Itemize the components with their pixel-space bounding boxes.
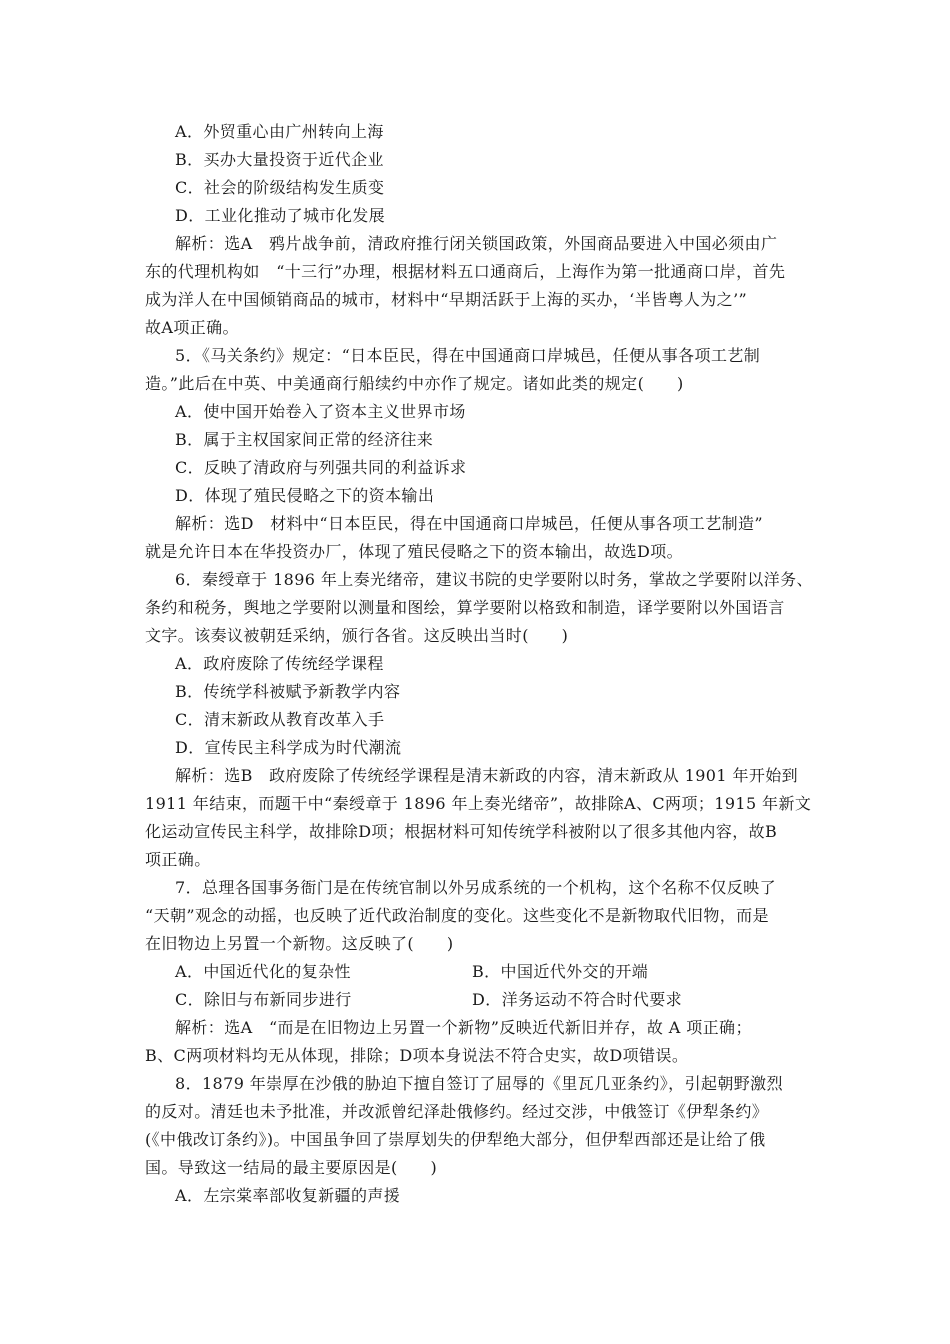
q4-option-d: D．工业化推动了城市化发展 [175,206,386,225]
q6-option-d: D．宣传民主科学成为时代潮流 [175,738,402,757]
q4-analysis-line: 解析：选A 鸦片战争前，清政府推行闭关锁国政策，外国商品要进入中国必须由广 [175,234,778,253]
q8-option-a: A．左宗棠率部收复新疆的声援 [175,1186,401,1205]
q7-stem-line: “天朝”观念的动摇，也反映了近代政治制度的变化。这些变化不是新物取代旧物，而是 [145,906,769,925]
q7-option-a: A．中国近代化的复杂性 [175,962,351,981]
q5-option-c: C．反映了清政府与列强共同的利益诉求 [175,458,467,477]
q7-analysis-line: B、C两项材料均无从体现，排除；D项本身说法不符合史实，故D项错误。 [145,1046,689,1065]
q4-option-a: A．外贸重心由广州转向上海 [175,122,384,141]
q7-stem-line: 7．总理各国事务衙门是在传统官制以外另成系统的一个机构，这个名称不仅反映了 [175,878,776,897]
q4-analysis-line: 故A项正确。 [145,318,239,337]
q5-analysis-line: 解析：选D 材料中“日本臣民，得在中国通商口岸城邑，任便从事各项工艺制造” [175,514,763,533]
q5-stem-line: 造。”此后在中英、中美通商行船续约中亦作了规定。诸如此类的规定( ) [145,374,684,393]
q7-option-b: B．中国近代外交的开端 [472,962,649,981]
q8-stem-line: 的反对。清廷也未予批准，并改派曾纪泽赴俄修约。经过交涉，中俄签订《伊犁条约》 [145,1102,769,1121]
q6-option-b: B．传统学科被赋予新教学内容 [175,682,401,701]
q5-stem-line: 5．《马关条约》规定：“日本臣民，得在中国通商口岸城邑，任便从事各项工艺制 [175,346,761,365]
q7-analysis-line: 解析：选A “而是在旧物边上另置一个新物”反映近代新旧并存，故 A 项正确； [175,1018,752,1037]
q6-stem-line: 6．秦绶章于 1896 年上奏光绪帝，建议书院的史学要附以时务，掌故之学要附以洋务、 [175,570,813,589]
q6-analysis-line: 1911 年结束，而题干中“秦绶章于 1896 年上奏光绪帝”，故排除A、C两项；1915 年新文 [145,794,812,813]
q8-stem-line: 国。导致这一结局的最主要原因是( ) [145,1158,438,1177]
q5-option-b: B．属于主权国家间正常的经济往来 [175,430,434,449]
q6-option-c: C．清末新政从教育改革入手 [175,710,385,729]
q5-option-d: D．体现了殖民侵略之下的资本输出 [175,486,435,505]
q6-analysis-line: 项正确。 [145,850,211,869]
q6-stem-line: 文字。该奏议被朝廷采纳，颁行各省。这反映出当时( ) [145,626,569,645]
q7-stem-line: 在旧物边上另置一个新物。这反映了( ) [145,934,454,953]
q4-analysis-line: 成为洋人在中国倾销商品的城市，材料中“早期活跃于上海的买办，‘半皆粤人为之’” [145,290,748,309]
q4-analysis-line: 东的代理机构如 “十三行”办理，根据材料五口通商后，上海作为第一批通商口岸，首先 [145,262,786,281]
q6-analysis-line: 化运动宣传民主科学，故排除D项；根据材料可知传统学科被附以了很多其他内容，故B [145,822,778,841]
q8-stem-line: (《中俄改订条约》)。中国虽争回了崇厚划失的伊犁绝大部分，但伊犁西部还是让给了俄 [145,1130,766,1149]
q5-option-a: A．使中国开始卷入了资本主义世界市场 [175,402,466,421]
q4-option-b: B．买办大量投资于近代企业 [175,150,384,169]
q7-option-c: C．除旧与布新同步进行 [175,990,352,1009]
q6-analysis-line: 解析：选B 政府废除了传统经学课程是清末新政的内容，清末新政从 1901 年开始到 [175,766,799,785]
q6-stem-line: 条约和税务，舆地之学要附以测量和图绘，算学要附以格致和制造，译学要附以外国语言 [145,598,785,617]
q5-analysis-line: 就是允许日本在华投资办厂，体现了殖民侵略之下的资本输出，故选D项。 [145,542,684,561]
q6-option-a: A．政府废除了传统经学课程 [175,654,384,673]
q8-stem-line: 8．1879 年崇厚在沙俄的胁迫下擅自签订了屈辱的《里瓦几亚条约》，引起朝野激烈 [175,1074,783,1093]
q7-option-d: D．洋务运动不符合时代要求 [472,990,683,1009]
q4-option-c: C．社会的阶级结构发生质变 [175,178,385,197]
